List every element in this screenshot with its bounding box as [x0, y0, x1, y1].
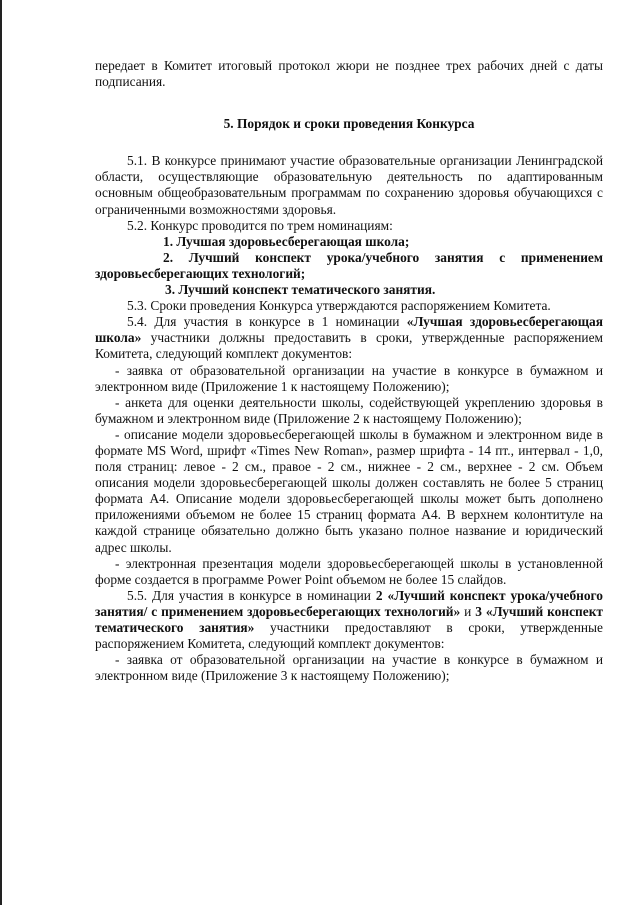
document-item-1: - заявка от образовательной организации на участие в конкурсе в бумажном и электронном виде (Приложение 1 к настоящему Положению);	[95, 362, 603, 394]
paragraph-5-5	[95, 588, 603, 652]
nomination-2: 2. Лучший конспект урока/учебного занятия с применением здоровьесберегающих технологий;	[95, 249, 603, 281]
section-heading: 5. Порядок и сроки проведения Конкурса	[223, 116, 475, 132]
paragraph-5-5-and: и	[460, 603, 476, 619]
nomination-2-title: 2 «Лучший конспект урока/учебного занятия/ с применением здоровьесберегающих технологий»	[95, 587, 603, 619]
paragraph-5-4	[95, 314, 603, 362]
nomination-3-title: 3 «Лучший конспект тематического занятия»	[95, 603, 603, 635]
paragraph-5-5-lead: 5.5. Для участия в конкурсе в номинации	[127, 587, 376, 603]
document-item-3: - описание модели здоровьесберегающей школы в бумажном и электронном виде в формате MS Word, шрифт «Times New Roman», размер шрифта - 14 пт., интервал - 1,0, поля страниц: левое - 2 см., правое - 2 см., нижнее - 2 см., верхнее - 2 см. Объем описания модели здоровьесберегающей школы должен составлять не более 5 страниц формата А4. Описание модели здоровьесберегающей школы может быть дополнено приложениями объемом не более 15 страниц формата А4. В верхнем колонтитуле на каждой странице обязательно должно быть указано полное название и юридический адрес школы.	[95, 426, 603, 555]
paragraph-5-5-tail: участники предоставляют в сроки, утвержденные распоряжением Комитета, следующий комплект документов:	[95, 620, 603, 652]
document-item-4: - электронная презентация модели здоровьесберегающей школы в установленной форме создается в программе Power Point объемом не более 15 слайдов.	[95, 555, 603, 587]
paragraph-5-3: 5.3. Сроки проведения Конкурса утверждаются распоряжением Комитета.	[127, 298, 551, 314]
paragraph-5-4-lead: 5.4. Для участия в конкурсе в 1 номинации	[127, 314, 407, 330]
document-page	[95, 58, 603, 684]
scan-edge-line	[0, 0, 2, 905]
nomination-3: 3. Лучший конспект тематического занятия.	[165, 282, 436, 298]
nomination-1-title: «Лучшая здоровьесберегающая школа»	[95, 314, 603, 346]
paragraph-5-1: 5.1. В конкурсе принимают участие образовательные организации Ленинградской области, осуществляющие образовательную деятельность по адаптированным основным общеобразовательным программам по сохранению здоровья обучающихся с ограниченными возможностями здоровья.	[95, 153, 603, 217]
document-item-2: - анкета для оценки деятельности школы, содействующей укреплению здоровья в бумажном и электронном виде (Приложение 2 к настоящему Положению);	[95, 394, 603, 426]
nomination-1: 1. Лучшая здоровьесберегающая школа;	[163, 233, 410, 249]
document-item-5: - заявка от образовательной организации на участие в конкурсе в бумажном и электронном виде (Приложение 3 к настоящему Положению);	[95, 652, 603, 684]
paragraph-5-4-tail: участники должны предоставить в сроки, утвержденные распоряжением Комитета, следующий комплект документов:	[95, 330, 603, 362]
intro-paragraph: передает в Комитет итоговый протокол жюри не позднее трех рабочих дней с даты подписания.	[95, 58, 603, 90]
paragraph-5-2: 5.2. Конкурс проводится по трем номинациям:	[127, 217, 393, 233]
